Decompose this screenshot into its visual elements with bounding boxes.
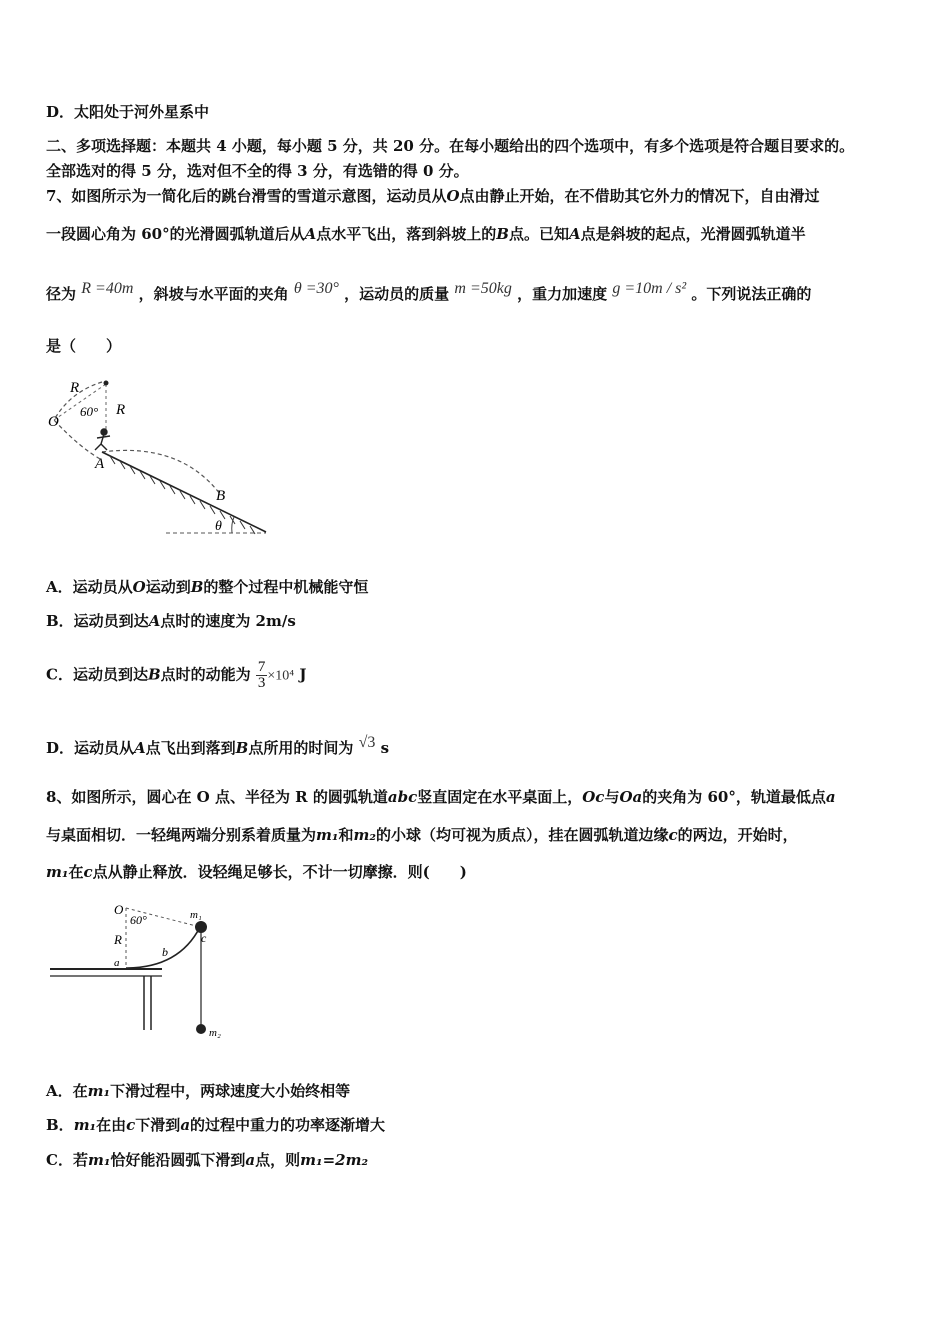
fig-label-b: B [216, 488, 226, 504]
fig-label-o: O [48, 414, 59, 430]
fig-label-theta: θ [215, 519, 222, 534]
q8-figure-arc-track [44, 896, 244, 1046]
fig-label-r-side: R [116, 402, 126, 418]
q7-gravity-expr: g =10m / s² [612, 280, 687, 297]
section-heading-line2: 全部选对的得 5 分，选对但不全的得 3 分，有选错的得 0 分。 [46, 162, 469, 180]
fig-label-angle: 60° [80, 404, 99, 419]
q7-stem-line3: 径为 R =40m ，斜坡与水平面的夹角 θ =30° ，运动员的质量 m =50kg ，重力加速度 g =10m / s² 。下列说法正确的 [46, 280, 812, 303]
q7-angle-expr: θ =30° [293, 280, 339, 297]
fig-label-m2: m₂ [209, 1027, 221, 1039]
q8-stem-line1: 8、如图所示，圆心在 O 点、半径为 R 的圆弧轨道abc竖直固定在水平桌面上，Oc与Oa的夹角为 60°，轨道最低点a [46, 788, 836, 806]
fig-label-c: c [201, 931, 207, 945]
q7-option-d: D．运动员从A点飞出到落到B点所用的时间为 √3 s [46, 734, 390, 757]
start-point-marker [104, 381, 109, 386]
q7-option-b: B．运动员到达A点时的速度为 2m/s [46, 612, 296, 630]
q7-option-c: C．运动员到达B点时的动能为 $\frac{7}{3}$ ×10⁴ J [46, 659, 307, 691]
section-heading-line1: 二、多项选择题：本题共 4 小题，每小题 5 分，共 20 分。在每小题给出的四个选项中，有多个选项是符合题目要求的。 [46, 137, 855, 155]
fig-label-r-top: R [70, 380, 80, 396]
fig-label-o: O [114, 902, 124, 917]
q6-option-d: D．太阳处于河外星系中 [46, 103, 210, 121]
q8-stem-line3: m₁在c点从静止释放．设轻绳足够长，不计一切摩擦．则( ) [46, 863, 467, 881]
flight-trajectory [102, 450, 220, 494]
q7-stem-line4: 是（ ） [46, 337, 122, 355]
fig-label-a: a [114, 957, 120, 969]
slope-hatching [110, 456, 255, 534]
q7-radius-expr: R =40m [81, 280, 134, 297]
q7-mass-expr: m =50kg [454, 280, 512, 297]
q7-stem-line1: 7、如图所示为一简化后的跳台滑雪的雪道示意图，运动员从O点由静止开始，在不借助其它外力的情况下，自由滑过 [46, 187, 820, 205]
fig-label-m1: m₁ [190, 909, 202, 921]
skier-icon [95, 429, 110, 450]
q8-option-b: B．m₁在由c下滑到a的过程中重力的功率逐渐增大 [46, 1116, 386, 1134]
q8-stem-line2: 与桌面相切．一轻绳两端分别系着质量为m₁和m₂的小球（均可视为质点），挂在圆弧轨道边缘c的两边，开始时， [46, 826, 798, 844]
fig-label-b: b [162, 945, 168, 959]
fig-label-r: R [114, 932, 122, 947]
ball-m2 [196, 1024, 206, 1034]
fig-label-a: A [95, 456, 105, 472]
q7-c-fraction: $\frac{7}{3}$ [257, 659, 266, 691]
q7-d-sqrt: √3 [358, 734, 376, 751]
q7-figure-ski-slope [40, 372, 280, 542]
q8-option-a: A．在m₁下滑过程中，两球速度大小始终相等 [46, 1082, 351, 1100]
q8-option-c: C．若m₁恰好能沿圆弧下滑到a点，则m₁=2m₂ [46, 1151, 369, 1169]
q7-stem-line2: 一段圆心角为 60°的光滑圆弧轨道后从A点水平飞出，落到斜坡上的B点。已知A点是斜坡的起点，光滑圆弧轨道半 [46, 225, 806, 243]
fig-label-angle: 60° [130, 913, 147, 927]
q7-option-a: A．运动员从O运动到B的整个过程中机械能守恒 [46, 578, 369, 596]
